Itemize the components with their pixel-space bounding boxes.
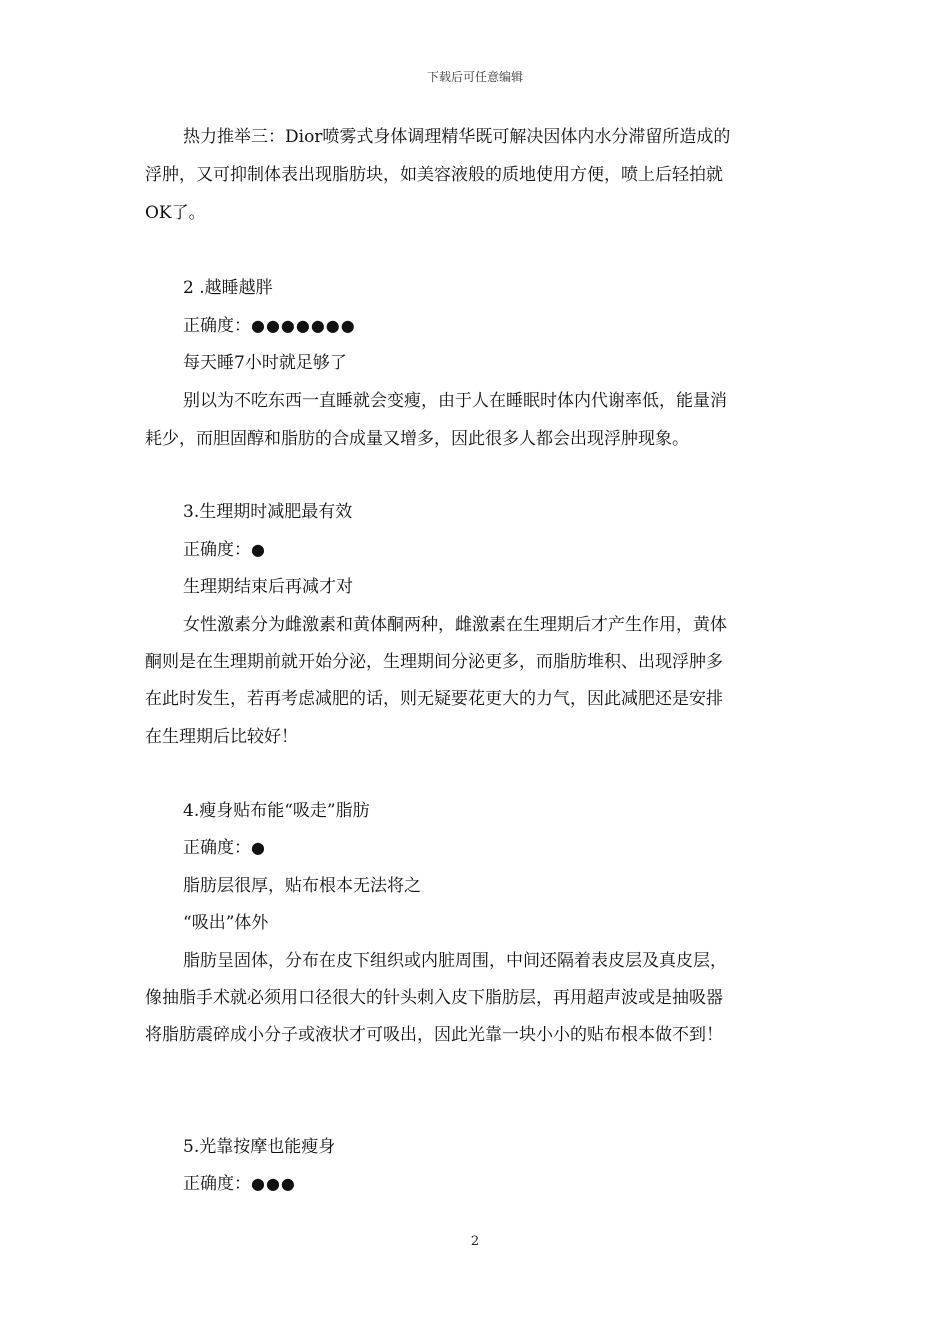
rating-dots: ●●● — [251, 1174, 296, 1193]
section-3-subtitle: 生理期结束后再减才对 — [183, 577, 353, 597]
section-5-rating — [183, 1173, 296, 1195]
intro-line-1: 热力推举三：Dior喷雾式身体调理精华既可解决因体内水分滞留所造成的 — [183, 127, 731, 147]
section-2-subtitle: 每天睡7小时就足够了 — [183, 353, 347, 373]
section-4-subtitle-line-1: 脂肪层很厚，贴布根本无法将之 — [183, 876, 421, 896]
rating-label: 正确度： — [183, 540, 251, 560]
intro-line-2: 浮肿，又可抑制体表出现脂肪块，如美容液般的质地使用方便，喷上后轻拍就 — [145, 165, 723, 185]
page-number: 2 — [470, 1234, 480, 1249]
rating-dots: ● — [251, 540, 266, 559]
section-4-body-line-3: 将脂肪震碎成小分子或液状才可吸出，因此光靠一块小小的贴布根本做不到！ — [145, 1025, 723, 1045]
rating-label: 正确度： — [183, 316, 251, 336]
section-4-title: 4.瘦身贴布能“吸走”脂肪 — [183, 801, 370, 821]
section-3-title: 3.生理期时减肥最有效 — [183, 502, 353, 522]
intro-line-3: OK了。 — [145, 203, 206, 223]
rating-dots: ● — [251, 838, 266, 857]
section-3-body-line-1: 女性激素分为雌激素和黄体酮两种，雌激素在生理期后才产生作用，黄体 — [183, 615, 727, 635]
page-header: 下载后可任意编辑 — [426, 70, 523, 84]
rating-dots: ●●●●●●● — [251, 316, 356, 335]
section-3-body-line-2: 酮则是在生理期前就开始分泌，生理期间分泌更多，而脂肪堆积、出现浮肿多 — [145, 652, 723, 672]
section-2-body-line-2: 耗少，而胆固醇和脂肪的合成量又增多，因此很多人都会出现浮肿现象。 — [145, 429, 689, 449]
section-4-body-line-2: 像抽脂手术就必须用口径很大的针头刺入皮下脂肪层，再用超声波或是抽吸器 — [145, 988, 723, 1008]
section-4-subtitle-line-2: “吸出”体外 — [183, 913, 269, 933]
section-3-body-line-4: 在生理期后比较好！ — [145, 727, 298, 747]
section-2-rating — [183, 315, 356, 337]
section-2-title: 2 .越睡越胖 — [183, 278, 273, 298]
section-2-body-line-1: 别以为不吃东西一直睡就会变瘦，由于人在睡眠时体内代谢率低，能量消 — [183, 391, 727, 411]
rating-label: 正确度： — [183, 838, 251, 858]
section-3-rating — [183, 539, 266, 561]
section-3-body-line-3: 在此时发生，若再考虑减肥的话，则无疑要花更大的力气，因此减肥还是安排 — [145, 689, 723, 709]
rating-label: 正确度： — [183, 1174, 251, 1194]
section-4-rating — [183, 837, 266, 859]
section-4-body-line-1: 脂肪呈固体，分布在皮下组织或内脏周围，中间还隔着表皮层及真皮层， — [183, 951, 727, 971]
section-5-title: 5.光靠按摩也能瘦身 — [183, 1137, 336, 1157]
